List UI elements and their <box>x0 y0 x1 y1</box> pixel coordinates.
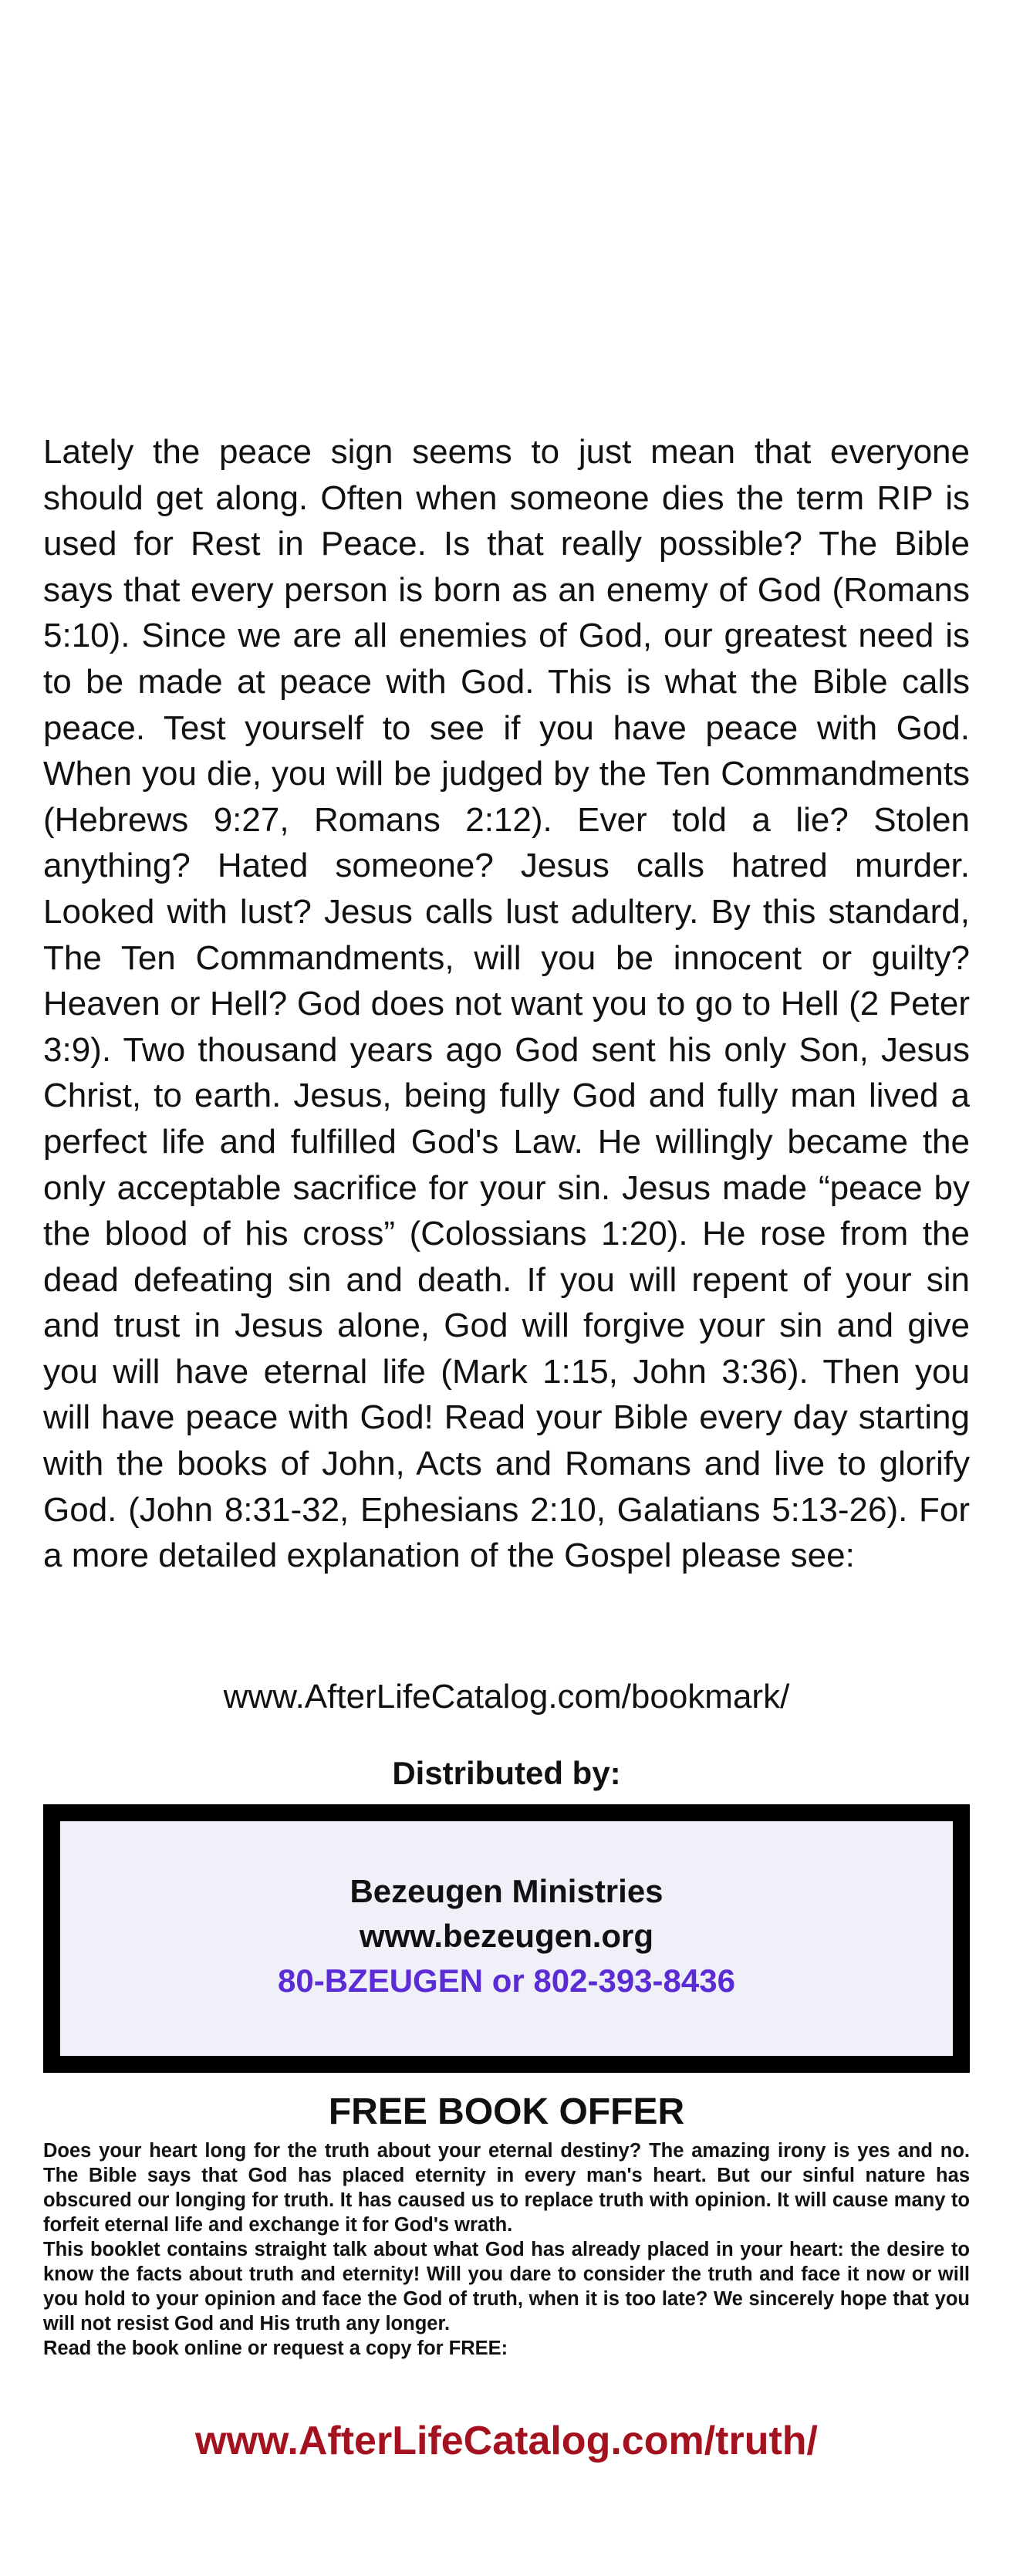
truth-book-link[interactable]: www.AfterLifeCatalog.com/truth/ <box>195 2419 818 2463</box>
gospel-message: Lately the peace sign seems to just mean that everyone should get along. Often when someone dies the term RIP is used for Rest in Peace. Is that really possible? The Bible says that every person is born as an enemy of God (Romans 5:10). Since we are all enemies of God, our greatest need is to be made at peace with God. This is what the Bible calls peace. Test yourself to see if you have peace with God. When you die, you will be judged by the Ten Commandments (Hebrews 9:27, Romans 2:12). Ever told a lie? Stolen anything? Hated someone? Jesus calls hatred murder. Looked with lust? Jesus calls lust adultery. By this standard, The Ten Commandments, will you be innocent or guilty? Heaven or Hell? God does not want you to go to Hell (2 Peter 3:9). Two thousand years ago God sent his only Son, Jesus Christ, to earth. Jesus, being fully God and fully man lived a perfect life and fulfilled God's Law. He willingly became the only acceptable sacrifice for your sin. Jesus made “peace by the blood of his cross” (Colossians 1:20). He rose from the dead defeating sin and death. If you will repent of your sin and trust in Jesus alone, God will forgive your sin and give you will have eternal life (Mark 1:15, John 3:36). Then you will have peace with God! Read your Bible every day starting with the books of John, Acts and Romans and live to glorify God. (John 8:31-32, Ephesians 2:10, Galatians 5:13-26). For a more detailed explanation of the Gospel please see: <box>43 433 970 1575</box>
ministry-phone[interactable]: 80-BZEUGEN or 802-393-8436 <box>278 1962 735 1999</box>
bookmark-link[interactable]: www.AfterLifeCatalog.com/bookmark/ <box>223 1678 790 1716</box>
book-offer-paragraph: Does your heart long for the truth about your eternal destiny? The amazing irony is yes and no. The Bible says that God has placed eternity in every man's heart. But our sinful nature has obscured our longing for truth. It has caused us to replace truth with opinion. It will cause many to forfeit eternal life and exchange it for God's wrath. <box>43 2140 970 2236</box>
distributed-by-heading: Distributed by: <box>392 1755 621 1791</box>
book-offer-paragraph: Read the book online or request a copy for FREE: <box>43 2338 508 2359</box>
book-offer-title: FREE BOOK OFFER <box>328 2091 685 2132</box>
book-offer-description <box>43 2138 970 2361</box>
distributor-box <box>43 1804 970 2073</box>
tract-page <box>43 0 970 2576</box>
book-offer-paragraph: This booklet contains straight talk about what God has already placed in your heart: the desire to know the facts about truth and eternity! Will you dare to consider the truth and face it now or will you hold to your opinion and face the God of truth, when it is too late? We sincerely hope that you will not resist God and His truth any longer. <box>43 2239 970 2334</box>
ministry-website-link[interactable]: www.bezeugen.org <box>359 1918 654 1954</box>
ministry-name: Bezeugen Ministries <box>349 1873 664 1909</box>
